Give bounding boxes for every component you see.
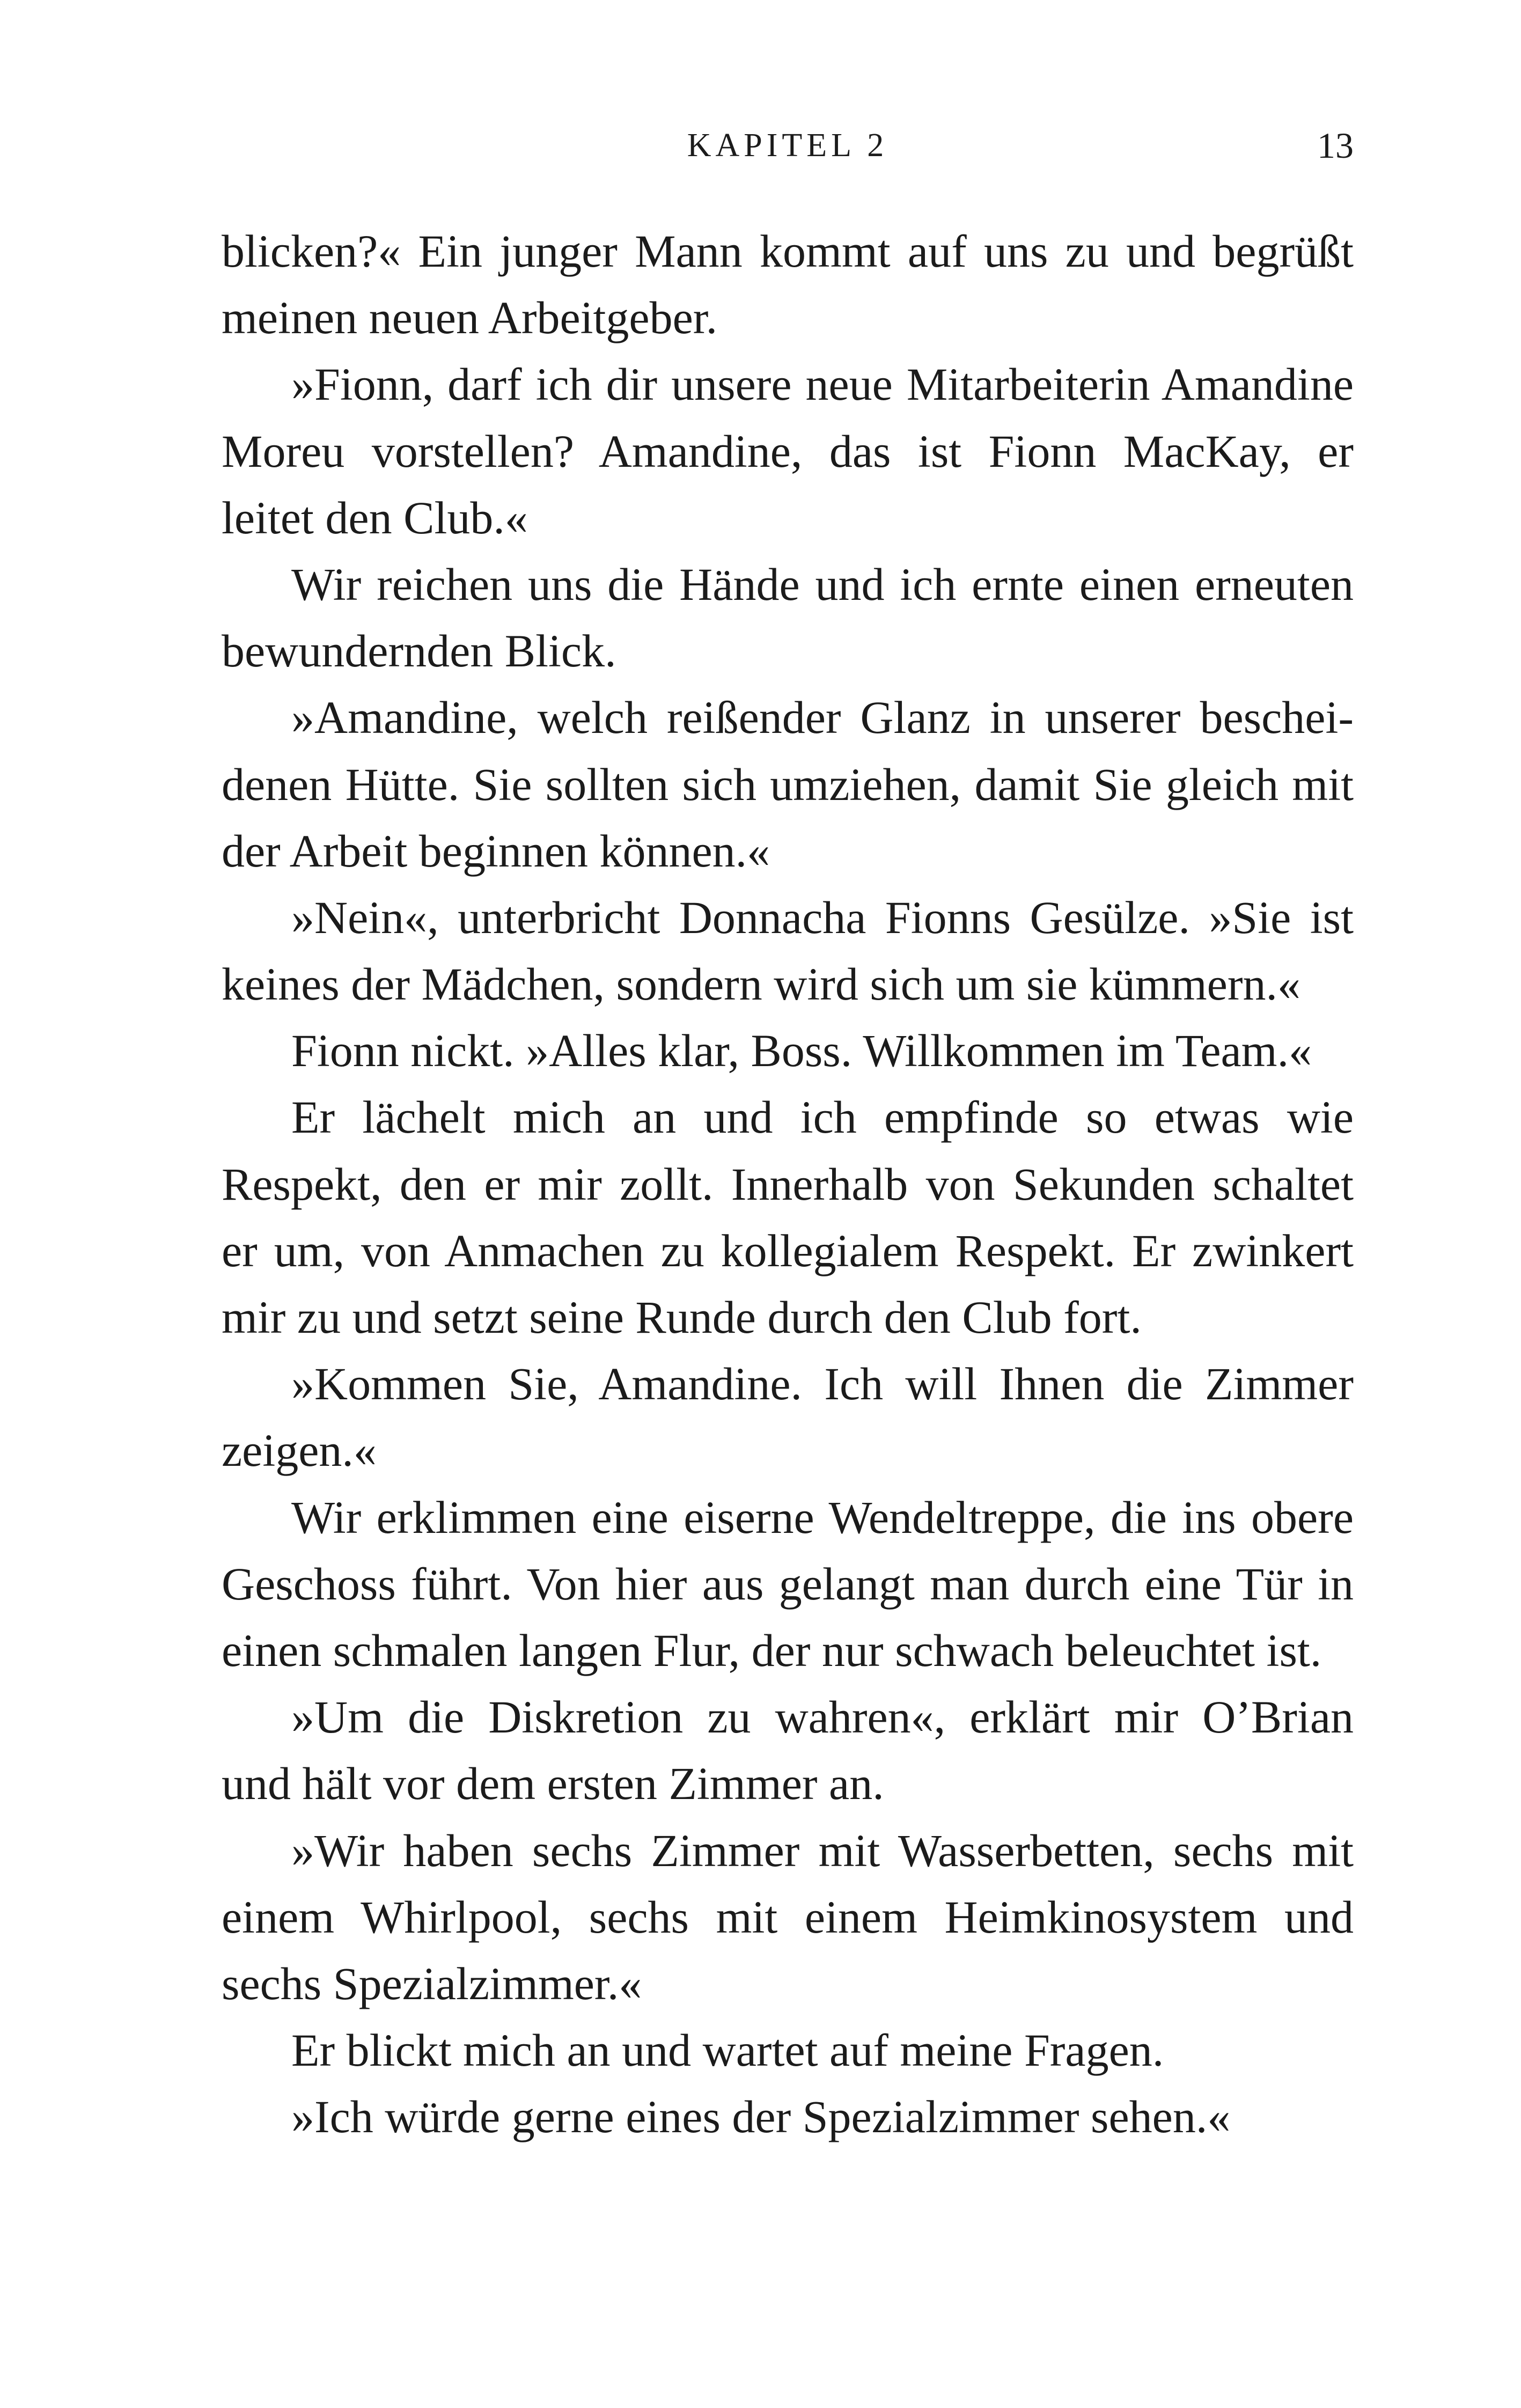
- text-line: einen schmalen langen Flur, der nur schwach beleuchtet ist.: [222, 1624, 1322, 1676]
- text-line: mir zu und setzt seine Runde durch den Club fort.: [222, 1291, 1142, 1343]
- text-line: »Wir haben sechs Zimmer mit Wasserbetten, sechs mit: [291, 1824, 1354, 1876]
- text-line: denen Hütte. Sie sollten sich umziehen, damit Sie gleich mit: [222, 758, 1354, 810]
- text-line: Wir erklimmen eine eiserne Wendeltreppe, die ins obere: [291, 1491, 1354, 1543]
- text-line: einem Whirlpool, sechs mit einem Heimkinosystem und: [222, 1891, 1354, 1943]
- text-line: »Kommen Sie, Amandine. Ich will Ihnen die Zimmer: [291, 1358, 1354, 1410]
- text-line: Moreu vorstellen? Amandine, das ist Fionn MacKay, er: [222, 425, 1354, 477]
- text-line: »Fionn, darf ich dir unsere neue Mitarbeiterin Amandine: [291, 358, 1354, 410]
- text-line: der Arbeit beginnen können.«: [222, 825, 770, 877]
- text-line: er um, von Anmachen zu kollegialem Respekt. Er zwinkert: [222, 1224, 1354, 1276]
- chapter-label: KAPITEL 2: [687, 127, 888, 164]
- running-head: [222, 121, 1354, 170]
- text-line: Er lächelt mich an und ich empfinde so etwas wie: [291, 1091, 1354, 1143]
- text-line: meinen neuen Arbeitgeber.: [222, 292, 718, 344]
- text-line: »Um die Diskretion zu wahren«, erklärt mir O’Brian: [291, 1691, 1354, 1743]
- text-line: leitet den Club.«: [222, 491, 528, 544]
- body-text: [222, 218, 1354, 2150]
- page-number: 13: [1317, 125, 1354, 166]
- text-line: bewundernden Blick.: [222, 625, 616, 677]
- text-line: blicken?« Ein junger Mann kommt auf uns zu und begrüßt: [222, 225, 1354, 277]
- text-line: und hält vor dem ersten Zimmer an.: [222, 1758, 884, 1810]
- text-line: Er blickt mich an und wartet auf meine Fragen.: [291, 2024, 1164, 2076]
- text-line: sechs Spezialzimmer.«: [222, 1957, 642, 2009]
- text-line: Respekt, den er mir zollt. Innerhalb von Sekunden schaltet: [222, 1158, 1354, 1210]
- text-line: zeigen.«: [222, 1425, 377, 1477]
- text-line: »Amandine, welch reißender Glanz in unserer beschei-: [291, 692, 1354, 744]
- text-line: keines der Mädchen, sondern wird sich um sie kümmern.«: [222, 958, 1300, 1010]
- text-line: Geschoss führt. Von hier aus gelangt man durch eine Tür in: [222, 1558, 1354, 1610]
- text-line: Fionn nickt. »Alles klar, Boss. Willkommen im Team.«: [291, 1025, 1312, 1077]
- text-line: Wir reichen uns die Hände und ich ernte einen erneuten: [291, 558, 1354, 610]
- text-line: »Nein«, unterbricht Donnacha Fionns Gesülze. »Sie ist: [291, 891, 1354, 943]
- text-line: »Ich würde gerne eines der Spezialzimmer sehen.«: [291, 2091, 1231, 2143]
